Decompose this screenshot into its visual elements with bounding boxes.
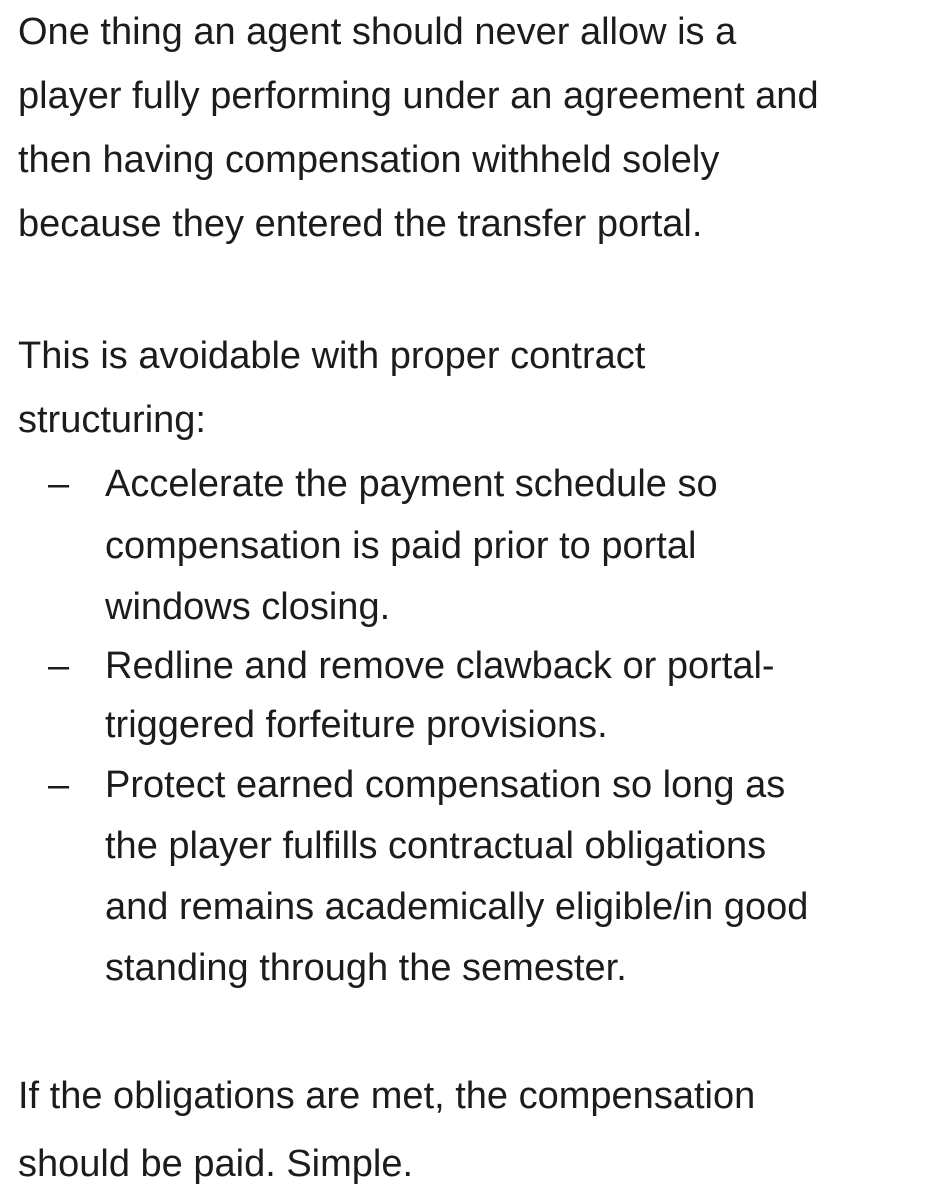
bullet-2-line: triggered forfeiture provisions. [105, 704, 608, 746]
bullet-3-line: Protect earned compensation so long as [105, 764, 786, 806]
paragraph-1-line: player fully performing under an agreement and [18, 75, 819, 117]
bullet-1-line: compensation is paid prior to portal [105, 525, 697, 567]
bullet-3-line: the player fulfills contractual obligations [105, 825, 767, 867]
bullet-3-line: standing through the semester. [105, 947, 627, 989]
paragraph-2-line: structuring: [18, 399, 206, 441]
paragraph-1-line: One thing an agent should never allow is a [18, 11, 737, 53]
paragraph-1-line: then having compensation withheld solely [18, 139, 720, 181]
bullet-1-line: windows closing. [105, 586, 391, 628]
paragraph-3-line: If the obligations are met, the compensation [18, 1075, 756, 1117]
paragraph-2-line: This is avoidable with proper contract [18, 335, 646, 377]
bullet-dash: – [48, 764, 70, 806]
paragraph-1-line: because they entered the transfer portal. [18, 203, 703, 245]
paragraph-3-line: should be paid. Simple. [18, 1143, 414, 1185]
bullet-1-line: Accelerate the payment schedule so [105, 463, 718, 505]
bullet-dash: – [48, 645, 70, 687]
bullet-3-line: and remains academically eligible/in good [105, 886, 809, 928]
bullet-2-line: Redline and remove clawback or portal- [105, 645, 775, 687]
bullet-dash: – [48, 463, 70, 505]
